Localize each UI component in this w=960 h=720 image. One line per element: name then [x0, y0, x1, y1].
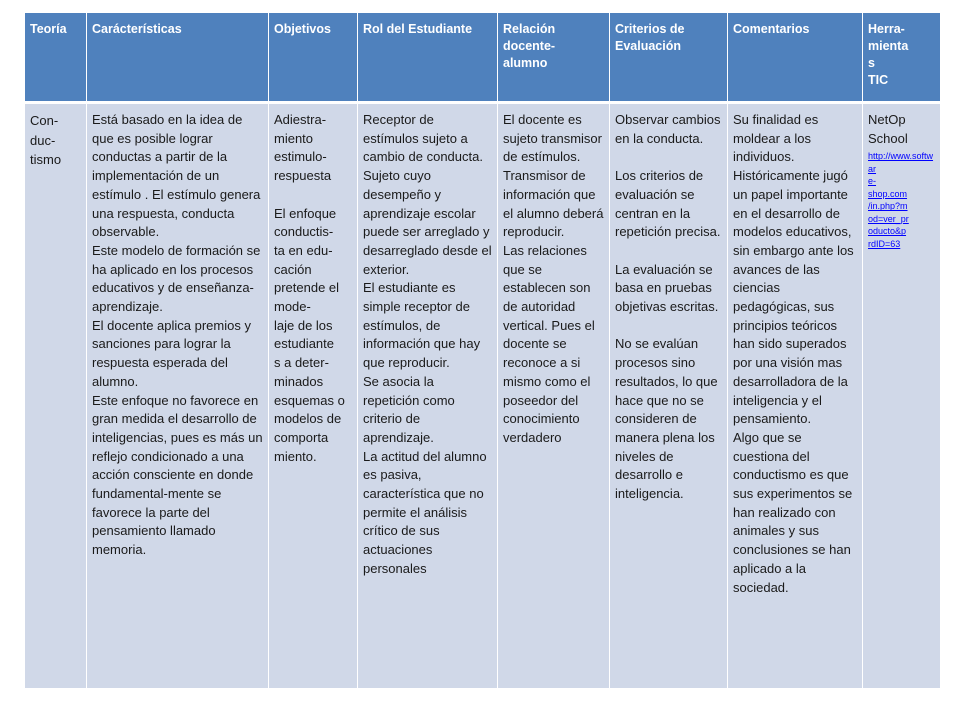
cell-caracteristicas: Está basado en la idea de que es posible lograr conductas a partir de la implementación de un estímulo . El estímulo genera una respuesta, conducta observable. Este modelo de formación se ha aplicado en los procesos educativos y de enseñanza-aprendizaje. El docente aplica premios y sanciones para lograr la respuesta esperada del alumno. Este enfoque no favorece en gran medida el desarrollo de inteligencias, pues es más un reflejo condicionado a una acción consciente en donde fundamental-mente se favorece la parte del pensamiento llamado memoria.	[87, 103, 269, 689]
header-objetivos: Objetivos	[269, 13, 358, 103]
cell-teoria: Con- duc- tismo	[25, 103, 87, 689]
cell-criterios-evaluacion: Observar cambios en la conducta. Los criterios de evaluación se centran en la repetición precisa. La evaluación se basa en pruebas objetivas escritas. No se evalúan procesos sino resultados, lo que hace que no se consideren de manera plena los niveles de desarrollo e inteligencia.	[610, 103, 728, 689]
header-row	[25, 13, 941, 103]
header-criterios-evaluacion: Criterios de Evaluación	[610, 13, 728, 103]
table-row	[25, 103, 941, 689]
header-relacion-docente-alumno: Relación docente- alumno	[498, 13, 610, 103]
tool-name: NetOp School	[868, 112, 908, 146]
header-herramientas-tic: Herra- mienta s TIC	[863, 13, 941, 103]
header-comentarios: Comentarios	[728, 13, 863, 103]
cell-comentarios: Su finalidad es moldear a los individuos. Históricamente jugó un papel importante en el desarrollo de modelos educativos, sin embargo ante los avances de las ciencias pedagógicas, sus principios teóricos han sido superados por una visión mas desarrolladora de la inteligencia y el pensamiento. Algo que se cuestiona del conductismo es que sus experimentos se han realizado con animales y sus conclusiones se han aplicado a la sociedad.	[728, 103, 863, 689]
learning-theory-table	[24, 12, 941, 689]
cell-objetivos: Adiestra- miento estimulo- respuesta El enfoque conductis- ta en edu- cación pretende el mode- laje de los estudiante s a deter- minados esquemas o modelos de comporta miento.	[269, 103, 358, 689]
tool-link[interactable]: http://www.softwar e- shop.com /in.php?m od=ver_pr oducto&p rdID=63	[868, 151, 934, 249]
header-teoria: Teoría	[25, 13, 87, 103]
cell-relacion-docente-alumno: El docente es sujeto transmisor de estímulos. Transmisor de información que el alumno deberá reproducir. Las relaciones que se establecen son de autoridad vertical. Pues el docente se reconoce a si mismo como el poseedor del conocimiento verdadero	[498, 103, 610, 689]
header-rol-estudiante: Rol del Estudiante	[358, 13, 498, 103]
header-caracteristicas: Carácterísticas	[87, 13, 269, 103]
cell-rol-estudiante: Receptor de estímulos sujeto a cambio de conducta. Sujeto cuyo desempeño y aprendizaje escolar puede ser arreglado y desarreglado desde el exterior. El estudiante es simple receptor de estímulos, de información que hay que reproducir. Se asocia la repetición como criterio de aprendizaje. La actitud del alumno es pasiva, característica que no permite el análisis crítico de sus actuaciones personales	[358, 103, 498, 689]
cell-herramientas-tic	[863, 103, 941, 689]
slide	[24, 12, 940, 687]
